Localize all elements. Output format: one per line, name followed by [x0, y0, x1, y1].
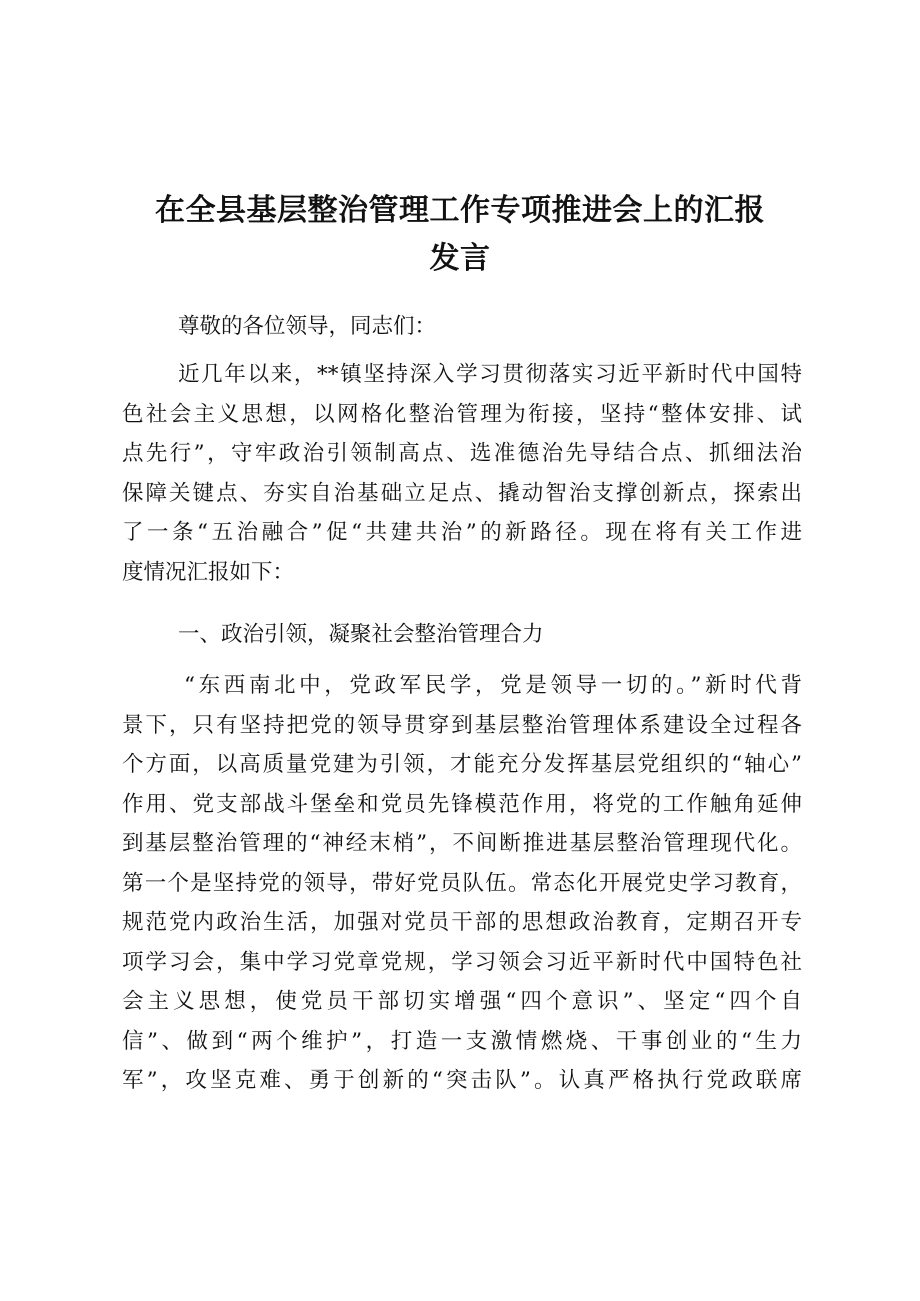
- paragraph-line: 度情况汇报如下：: [122, 559, 295, 585]
- paragraph-line: 个方面，以高质量党建为引领，才能充分发挥基层党组织的“轴心”: [122, 752, 802, 777]
- paragraph-line: “东西南北中，党政军民学，党是领导一切的。”新时代背: [184, 673, 802, 698]
- paragraph-line: 会主义思想，使党员干部切实增强“四个意识”、坚定“四个自: [122, 989, 802, 1014]
- paragraph-line: 景下，只有坚持把党的领导贯穿到基层整治管理体系建设全过程各: [122, 712, 802, 738]
- section-1-paragraph: [122, 666, 802, 1101]
- paragraph-line: 近几年以来，**镇坚持深入学习贯彻落实习近平新时代中国特: [178, 362, 802, 387]
- paragraph-line: 军”，攻坚克难、勇于创新的“突击队”。认真严格执行党政联席: [122, 1068, 802, 1093]
- paragraph-line: 项学习会，集中学习党章党规，学习领会习近平新时代中国特色社: [122, 949, 802, 975]
- paragraph-line: 第一个是坚持党的领导，带好党员队伍。常态化开展党史学习教育，: [122, 870, 802, 896]
- intro-paragraph: [122, 355, 802, 592]
- paragraph-line: 了一条“五治融合”促“共建共治”的新路径。现在将有关工作进: [122, 520, 802, 545]
- section-1-heading: 一、政治引领，凝聚社会整治管理合力: [178, 622, 544, 647]
- document-title-line-2: 发言: [429, 241, 491, 276]
- paragraph-line: 色社会主义思想，以网格化整治管理为衔接，坚持“整体安排、试: [122, 401, 802, 427]
- paragraph-line: 规范党内政治生活，加强对党员干部的思想政治教育，定期召开专: [122, 910, 802, 935]
- salutation: [122, 307, 802, 347]
- paragraph-line: 作用、党支部战斗堡垒和党员先锋模范作用，将党的工作触角延伸: [122, 791, 802, 817]
- paragraph-line: 信”、做到“两个维护”，打造一支激情燃烧、干事创业的“生力: [122, 1028, 802, 1054]
- salutation-text: 尊敬的各位领导，同志们：: [178, 314, 437, 339]
- document-title-line-1: 在全县基层整治管理工作专项推进会上的汇报: [155, 193, 765, 228]
- paragraph-line: 点先行”，守牢政治引领制高点、选准德治先导结合点、抓细法治: [122, 441, 802, 466]
- paragraph-line: 到基层整治管理的“神经末梢”，不间断推进基层整治管理现代化。: [122, 831, 802, 856]
- paragraph-line: 保障关键点、夯实自治基础立足点、撬动智治支撑创新点，探索出: [122, 480, 802, 506]
- section-1-heading-block: [122, 615, 802, 655]
